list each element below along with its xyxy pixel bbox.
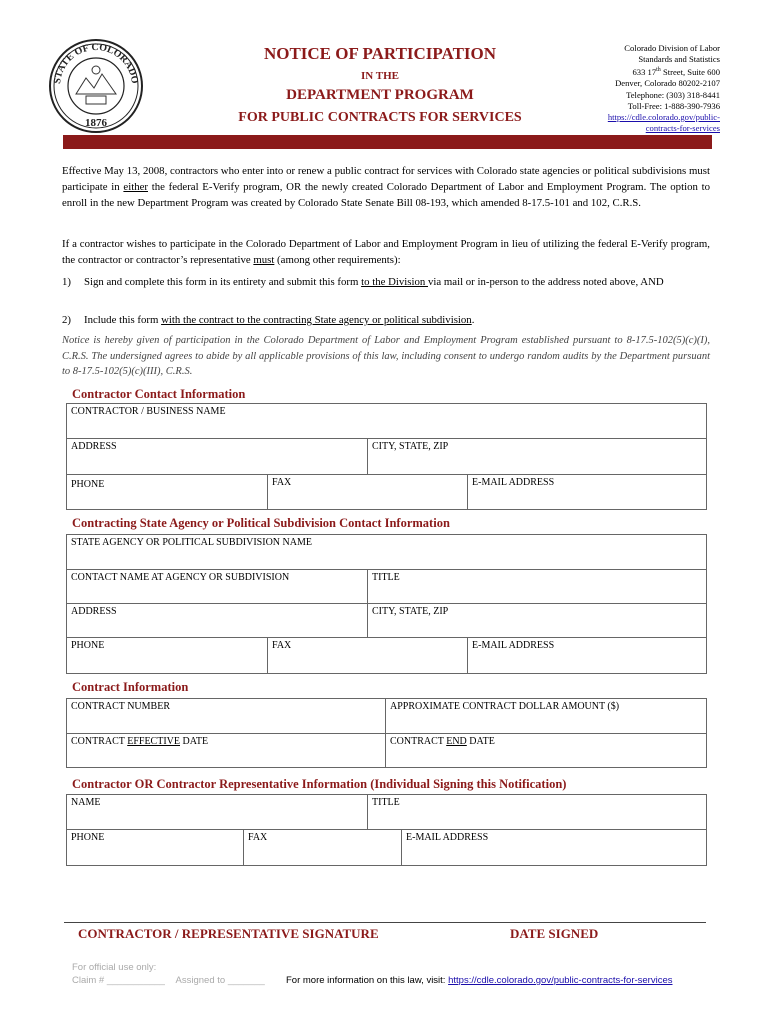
website-link-line-1[interactable]: https://cdle.colorado.gov/public- <box>607 112 720 123</box>
division-address <box>530 43 720 134</box>
toll-free: Toll-Free: 1-888-390-7936 <box>627 100 720 111</box>
seal-year: 1876 <box>85 117 107 129</box>
colorado-state-seal <box>48 38 144 134</box>
agency-address-field[interactable]: ADDRESS <box>67 603 367 637</box>
more-info-link[interactable]: https://cdle.colorado.gov/public-contracts-for-services <box>448 975 673 986</box>
participation-notice: Notice is hereby given of participation in the Colorado Department of Labor and Employment Program established pursuant to 8-17.5-102(5)(c)(I), C.R.S. The undersigned agrees to abide by all applicable provisions of this law, including consent to undergo random audits by the Department pursuant to 8-17.5-102(5)(c)(III), C.R.S. <box>62 335 710 377</box>
rep-fax-field[interactable]: FAX <box>243 829 401 865</box>
official-use-fields <box>72 975 265 986</box>
requirements-paragraph: If a contractor wishes to participate in the Colorado Department of Labor and Employment Program in lieu of utilizing the federal E-Verify program, the contractor or contractor’s representative must (among other requirements): <box>62 238 710 266</box>
contract-end-date-field[interactable]: CONTRACT END DATE <box>385 733 706 767</box>
rep-name-field[interactable]: NAME <box>71 797 101 808</box>
telephone: Telephone: (303) 318-8441 <box>626 89 720 100</box>
address-line-2: Standards and Statistics <box>638 54 720 65</box>
agency-contact-heading: Contracting State Agency or Political Subdivision Contact Information <box>72 516 450 530</box>
email-field[interactable]: E-MAIL ADDRESS <box>467 474 706 510</box>
contract-effective-date-field[interactable]: CONTRACT EFFECTIVE DATE <box>67 733 385 767</box>
contractor-contact-heading: Contractor Contact Information <box>72 387 246 401</box>
agency-name-field[interactable]: STATE AGENCY OR POLITICAL SUBDIVISION NAME <box>71 537 312 548</box>
signature-line[interactable] <box>64 922 706 923</box>
business-name-field[interactable]: CONTRACTOR / BUSINESS NAME <box>71 406 226 417</box>
header-divider-bar <box>63 135 712 149</box>
intro-paragraph: Effective May 13, 2008, contractors who enter into or renew a public contract for services with Colorado state agencies or political subdivisions must participate in either the federal E-Verify program, OR the newly created Colorado Department of Labor and Employment Program. The option to enroll in the new Department Program was created by Colorado State Senate Bill 08-193, which amended 8-17.5-101 and 102, C.R.S. <box>62 165 710 209</box>
title-line-3: DEPARTMENT PROGRAM <box>286 87 474 103</box>
requirement-item-1: 1) Sign and complete this form in its entirety and submit this form to the Division via mail or in-person to the address noted above, AND <box>62 276 664 288</box>
address-field[interactable]: ADDRESS <box>67 438 367 474</box>
more-info-footer: For more information on this law, visit: https://cdle.colorado.gov/public-contracts-for-services <box>286 975 673 986</box>
phone-field[interactable]: PHONE <box>67 474 267 510</box>
rep-title-field[interactable]: TITLE <box>367 795 706 829</box>
agency-email-field[interactable]: E-MAIL ADDRESS <box>467 637 706 673</box>
rep-email-field[interactable]: E-MAIL ADDRESS <box>401 829 706 865</box>
date-signed-label: DATE SIGNED <box>510 926 599 941</box>
address-line-1: Colorado Division of Labor <box>624 43 720 53</box>
agency-city-state-zip-field[interactable]: CITY, STATE, ZIP <box>367 603 706 637</box>
title-line-2: IN THE <box>360 70 399 82</box>
svg-text:STATE OF COLORADO <box>52 42 140 85</box>
contract-info-table <box>66 698 707 768</box>
address-line-3: 633 17th Street, Suite 600 <box>632 67 720 78</box>
title-line-1: NOTICE OF PARTICIPATION <box>263 44 497 63</box>
city-state-zip-field[interactable]: CITY, STATE, ZIP <box>367 438 706 474</box>
representative-table <box>66 794 707 866</box>
fax-field[interactable]: FAX <box>267 474 467 510</box>
agency-contact-table <box>66 534 707 674</box>
contract-number-field[interactable]: CONTRACT NUMBER <box>71 701 170 712</box>
contractor-contact-table <box>66 403 707 510</box>
title-line-4: FOR PUBLIC CONTRACTS FOR SERVICES <box>238 110 522 125</box>
official-use-label: For official use only: <box>72 962 157 973</box>
agency-title-field[interactable]: TITLE <box>367 569 706 603</box>
assigned-to-field: Assigned to _______ <box>175 975 265 986</box>
website-link-line-2[interactable]: contracts-for-services <box>645 123 720 134</box>
requirement-item-2: 2) Include this form with the contract to the contracting State agency or political subdivision. <box>62 314 475 326</box>
address-line-4: Denver, Colorado 80202-2107 <box>615 78 720 89</box>
seal-text: STATE OF COLORADO <box>52 41 141 85</box>
contract-info-heading: Contract Information <box>72 680 189 694</box>
agency-phone-field[interactable]: PHONE <box>67 637 267 673</box>
agency-fax-field[interactable]: FAX <box>267 637 467 673</box>
rep-phone-field[interactable]: PHONE <box>67 829 243 865</box>
contact-name-field[interactable]: CONTACT NAME AT AGENCY OR SUBDIVISION <box>67 569 367 603</box>
contract-amount-field[interactable]: APPROXIMATE CONTRACT DOLLAR AMOUNT ($) <box>385 699 706 733</box>
representative-heading: Contractor OR Contractor Representative Information (Individual Signing this Notification) <box>72 777 567 791</box>
claim-number-field: Claim # ___________ <box>72 975 165 986</box>
signature-label: CONTRACTOR / REPRESENTATIVE SIGNATURE <box>78 926 379 941</box>
